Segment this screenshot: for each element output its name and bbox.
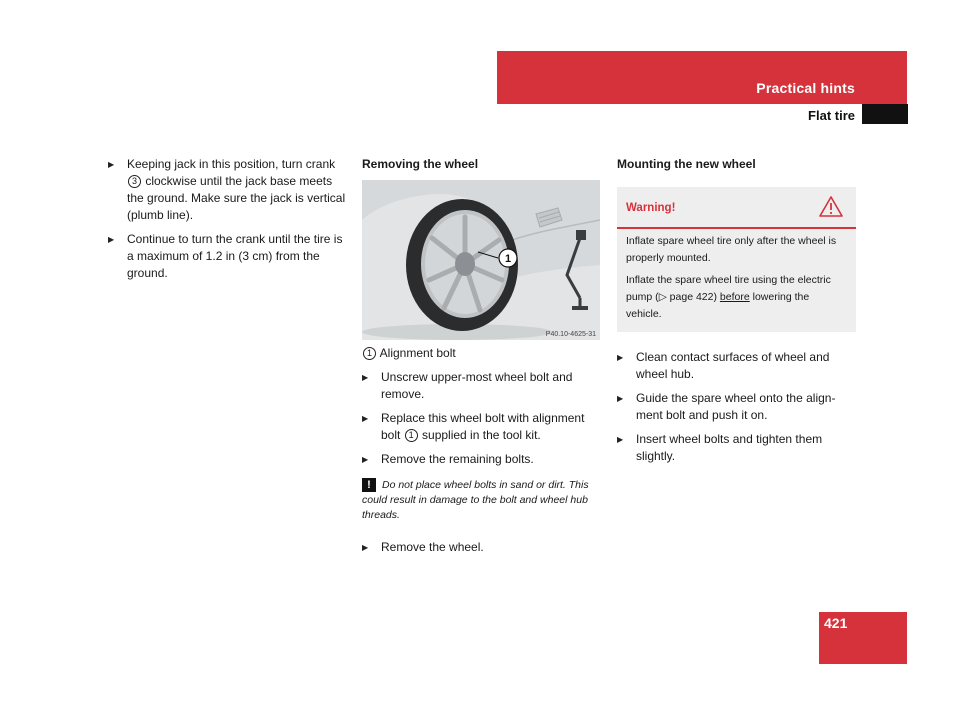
bullet-arrow-icon: ▶ (362, 373, 369, 382)
callout-number: 3 (128, 175, 141, 188)
wheel-illustration (362, 180, 600, 340)
step-text: Unscrew upper-most wheel bolt and remove. (381, 370, 573, 401)
column-left (108, 156, 346, 289)
note-text: Do not place wheel bolts in sand or dirt. This could result in damage to the bolt and wheel hub threads. (362, 479, 589, 521)
header-band (497, 51, 907, 104)
image-code: P40.10-4625-31 (545, 331, 596, 338)
bullet-arrow-icon: ▶ (617, 394, 624, 403)
step-text: Guide the spare wheel onto the align-ment bolt and push it on. (636, 391, 836, 422)
bullet-arrow-icon: ▶ (362, 543, 369, 552)
warning-triangle-icon (819, 196, 843, 217)
callout-number: 1 (363, 347, 376, 360)
bullet-arrow-icon: ▶ (108, 235, 115, 244)
bullet-arrow-icon: ▶ (362, 455, 369, 464)
image-caption: 1 Alignment bolt (362, 345, 602, 362)
warning-paragraph: Inflate spare wheel tire only after the wheel is properly mounted. (626, 235, 837, 264)
warning-header (617, 187, 856, 229)
instruction-step (617, 390, 857, 424)
bullet-arrow-icon: ▶ (362, 414, 369, 423)
instruction-step (362, 369, 602, 403)
warning-paragraph: Inflate the spare wheel tire using the electric pump (▷ page 422) before lowering the vehicle. (626, 274, 831, 320)
step-text: Continue to turn the crank until the tire is a maximum of 1.2 in (3 cm) from the ground. (127, 232, 343, 280)
column-middle (362, 156, 602, 563)
page-ref-arrow-icon: ▷ (658, 291, 667, 303)
callout-number: 1 (405, 429, 418, 442)
instruction-step (617, 431, 857, 465)
emphasis-before: before (719, 291, 750, 303)
step-text: Remove the remaining bolts. (381, 452, 534, 466)
subsection-title: Flat tire (808, 108, 855, 123)
mounting-wheel-heading: Mounting the new wheel (617, 157, 756, 171)
step-text: Replace this wheel bolt with alignment bolt 1 supplied in the tool kit. (381, 411, 585, 442)
column-right (617, 156, 857, 472)
exclamation-icon: ! (362, 478, 376, 492)
bullet-arrow-icon: ▶ (108, 160, 115, 169)
section-tab-marker (862, 104, 908, 124)
page-number: 421 (824, 615, 848, 631)
instruction-step (108, 156, 346, 224)
bullet-arrow-icon: ▶ (617, 353, 624, 362)
step-text: Remove the wheel. (381, 540, 484, 554)
image-callout-1: 1 (504, 253, 512, 265)
warning-title: Warning! (626, 202, 676, 214)
section-title: Practical hints (756, 80, 855, 96)
instruction-step (617, 349, 857, 383)
instruction-step (362, 539, 602, 556)
removing-wheel-heading: Removing the wheel (362, 157, 479, 171)
instruction-step (108, 231, 346, 282)
wheel-photo (362, 180, 600, 340)
instruction-step (362, 410, 602, 444)
warning-body (617, 229, 856, 332)
warning-box (617, 187, 856, 332)
instruction-step (362, 451, 602, 468)
step-text: Clean contact surfaces of wheel and wheel hub. (636, 350, 830, 381)
bullet-arrow-icon: ▶ (617, 435, 624, 444)
caution-note (362, 478, 602, 523)
step-text: Insert wheel bolts and tighten them slightly. (636, 432, 823, 463)
step-text: Keeping jack in this position, turn crank 3 clockwise until the jack base meets the ground. Make sure the jack is vertical (plumb line). (127, 157, 346, 222)
